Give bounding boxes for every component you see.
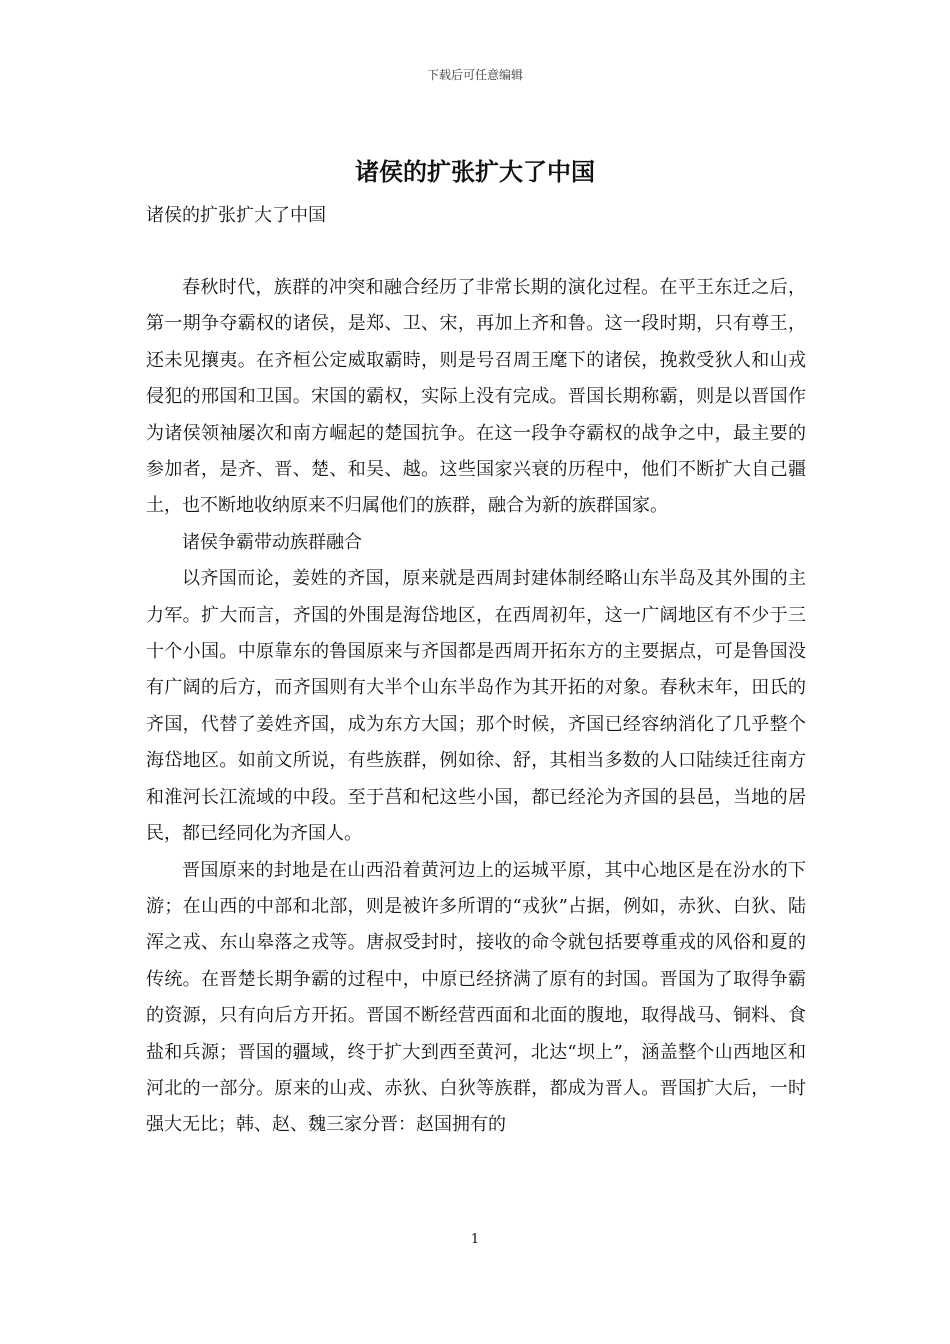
section-heading: 诸侯争霸带动族群融合: [182, 531, 362, 553]
paragraph-2: 以齐国而论，姜姓的齐国，原来就是西周封建体制经略山东半岛及其外围的主力军。扩大而言，齐国的外围是海岱地区，在西周初年，这一广阔地区有不少于三十个小国。中原靠东的鲁国原来与齐国都是西周开拓东方的主要据点，可是鲁国没有广阔的后方，而齐国则有大半个山东半岛作为其开拓的对象。春秋末年，田氏的齐国，代替了姜姓齐国，成为东方大国；那个时候，齐国已经容纳消化了几乎整个海岱地区。如前文所说，有些族群，例如徐、舒，其相当多数的人口陆续迁往南方和淮河长江流域的中段。至于莒和杞这些小国，都已经沦为齐国的县邑，当地的居民，都已经同化为齐国人。: [146, 568, 806, 845]
header-note: 下载后可任意编辑: [426, 68, 523, 82]
paragraph-1: 春秋时代，族群的冲突和融合经历了非常长期的演化过程。在平王东迁之后，第一期争夺霸权的诸侯，是郑、卫、宋，再加上齐和鲁。这一段时期，只有尊王，还未见攘夷。在齐桓公定威取霸時，则是号召周王麾下的诸侯，挽救受狄人和山戎侵犯的邢国和卫国。宋国的霸权，实际上没有完成。晋国长期称霸，则是以晋国作为诸侯领袖屡次和南方崛起的楚国抗争。在这一段争夺霸权的战争之中，最主要的参加者，是齐、晋、楚、和吴、越。这些国家兴衰的历程中，他们不断扩大自己疆土，也不断地收纳原来不归属他们的族群，融合为新的族群国家。: [146, 277, 806, 517]
document-subtitle: 诸侯的扩张扩大了中国: [146, 205, 326, 226]
document-title: 诸侯的扩张扩大了中国: [355, 158, 595, 186]
paragraph-3: 晋国原来的封地是在山西沿着黄河边上的运城平原，其中心地区是在汾水的下游；在山西的中部和北部，则是被许多所谓的“戎狄”占据，例如，赤狄、白狄、陆浑之戎、东山皋落之戎等。唐叔受封时，接收的命令就包括要尊重戎的风俗和夏的传统。在晋楚长期争霸的过程中，中原已经挤满了原有的封国。晋国为了取得争霸的资源，只有向后方开拓。晋国不断经营西面和北面的腹地，取得战马、铜料、食盐和兵源；晋国的疆域，终于扩大到西至黄河，北达“坝上”，涵盖整个山西地区和河北的一部分。原来的山戎、赤狄、白狄等族群，都成为晋人。晋国扩大后，一时强大无比；韩、赵、魏三家分晋：赵国拥有的: [146, 859, 806, 1136]
body-text: [146, 270, 806, 1144]
page-number: 1: [470, 1232, 480, 1247]
